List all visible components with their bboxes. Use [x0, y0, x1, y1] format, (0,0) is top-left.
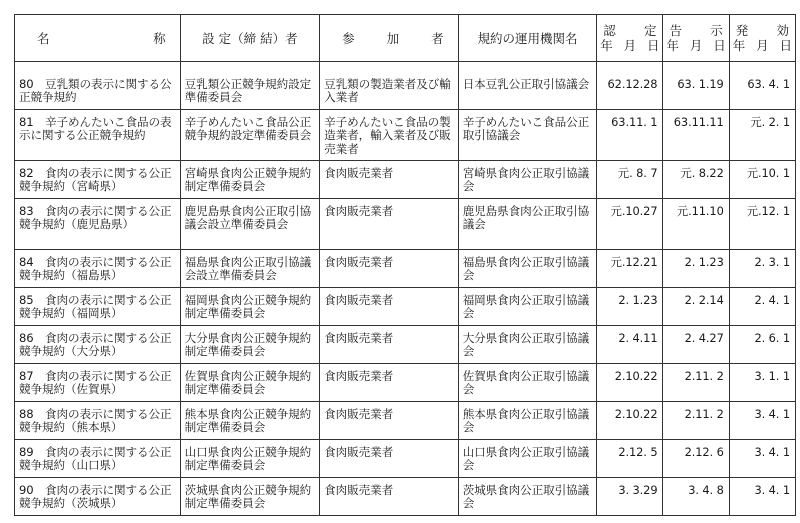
cell-effective: 2. 3. 1	[729, 250, 795, 288]
cell-notified: 2.11. 2	[663, 364, 729, 402]
header-organization: 規約の運用機関名	[458, 15, 597, 62]
cell-effective: 元. 2. 1	[729, 110, 795, 161]
cell-participant: 辛子めんたいこ食品の製造業者，輸入業者及び販売業者	[320, 110, 459, 161]
cell-notified: 63.11.11	[663, 110, 729, 161]
cell-organization: 山口県食肉公正取引協議会	[458, 440, 597, 478]
cell-notified: 2. 2.14	[663, 288, 729, 326]
table-row	[15, 402, 796, 440]
cell-organization: 福岡県食肉公正取引協議会	[458, 288, 597, 326]
table-row	[15, 199, 796, 250]
cell-organization: 大分県食肉公正取引協議会	[458, 326, 597, 364]
cell-establisher: 鹿児島県食肉公正取引協議会設立準備委員会	[180, 199, 320, 250]
cell-effective: 3. 4. 1	[729, 402, 795, 440]
cell-effective: 元.10. 1	[729, 161, 795, 199]
cell-establisher: 佐賀県食肉公正競争規約制定準備委員会	[180, 364, 320, 402]
cell-certified: 2. 1.23	[597, 288, 663, 326]
cell-establisher: 福島県食肉公正取引協議会設立準備委員会	[180, 250, 320, 288]
cell-certified: 2. 4.11	[597, 326, 663, 364]
cell-name: 81 辛子めんたいこ食品の表示に関する公正競争規約	[15, 110, 181, 161]
table-row	[15, 161, 796, 199]
cell-notified: 元.11.10	[663, 199, 729, 250]
cell-notified: 2. 4.27	[663, 326, 729, 364]
cell-certified: 元.10.27	[597, 199, 663, 250]
cell-participant: 食肉販売業者	[320, 161, 459, 199]
cell-notified: 2.11. 2	[663, 402, 729, 440]
cell-establisher: 茨城県食肉公正競争規約制定準備委員会	[180, 478, 320, 516]
table-header-row	[15, 15, 796, 62]
header-participant: 参 加 者	[320, 15, 459, 62]
cell-notified: 3. 4. 8	[663, 478, 729, 516]
regulations-table	[14, 14, 796, 516]
cell-effective: 3. 1. 1	[729, 364, 795, 402]
cell-organization: 福島県食肉公正取引協議会	[458, 250, 597, 288]
cell-participant: 食肉販売業者	[320, 402, 459, 440]
cell-participant: 食肉販売業者	[320, 250, 459, 288]
table-row	[15, 326, 796, 364]
cell-participant: 食肉販売業者	[320, 326, 459, 364]
header-date-notified: 告 示 年 月 日	[663, 15, 729, 62]
cell-participant: 食肉販売業者	[320, 440, 459, 478]
cell-organization: 日本豆乳公正取引協議会	[458, 62, 597, 110]
table-row	[15, 440, 796, 478]
cell-name: 88 食肉の表示に関する公正競争規約（熊本県）	[15, 402, 181, 440]
cell-name: 89 食肉の表示に関する公正競争規約（山口県）	[15, 440, 181, 478]
cell-organization: 佐賀県食肉公正取引協議会	[458, 364, 597, 402]
header-date-effective: 発 効 年 月 日	[729, 15, 795, 62]
table-row	[15, 288, 796, 326]
cell-certified: 3. 3.29	[597, 478, 663, 516]
cell-notified: 2.12. 6	[663, 440, 729, 478]
cell-organization: 宮崎県食肉公正取引協議会	[458, 161, 597, 199]
cell-effective: 元.12. 1	[729, 199, 795, 250]
cell-organization: 辛子めんたいこ食品公正取引協議会	[458, 110, 597, 161]
cell-establisher: 宮崎県食肉公正競争規約制定準備委員会	[180, 161, 320, 199]
cell-effective: 63. 4. 1	[729, 62, 795, 110]
cell-effective: 3. 4. 1	[729, 478, 795, 516]
cell-name: 80 豆乳類の表示に関する公正競争規約	[15, 62, 181, 110]
cell-notified: 63. 1.19	[663, 62, 729, 110]
cell-participant: 豆乳類の製造業者及び輸入業者	[320, 62, 459, 110]
cell-certified: 元. 8. 7	[597, 161, 663, 199]
cell-participant: 食肉販売業者	[320, 288, 459, 326]
header-date-certified: 認 定 年 月 日	[597, 15, 663, 62]
cell-establisher: 山口県食肉公正競争規約制定準備委員会	[180, 440, 320, 478]
cell-effective: 2. 4. 1	[729, 288, 795, 326]
cell-certified: 2.10.22	[597, 402, 663, 440]
cell-participant: 食肉販売業者	[320, 364, 459, 402]
cell-certified: 2.10.22	[597, 364, 663, 402]
table-row	[15, 62, 796, 110]
cell-organization: 熊本県食肉公正取引協議会	[458, 402, 597, 440]
cell-name: 83 食肉の表示に関する公正競争規約（鹿児島県）	[15, 199, 181, 250]
table-row	[15, 250, 796, 288]
cell-organization: 茨城県食肉公正取引協議会	[458, 478, 597, 516]
cell-name: 87 食肉の表示に関する公正競争規約（佐賀県）	[15, 364, 181, 402]
cell-notified: 2. 1.23	[663, 250, 729, 288]
cell-certified: 62.12.28	[597, 62, 663, 110]
cell-certified: 元.12.21	[597, 250, 663, 288]
table-row	[15, 478, 796, 516]
cell-certified: 2.12. 5	[597, 440, 663, 478]
cell-name: 85 食肉の表示に関する公正競争規約（福岡県）	[15, 288, 181, 326]
cell-establisher: 熊本県食肉公正競争規約制定準備委員会	[180, 402, 320, 440]
header-name: 名 称	[15, 15, 181, 62]
cell-establisher: 大分県食肉公正競争規約制定準備委員会	[180, 326, 320, 364]
cell-name: 84 食肉の表示に関する公正競争規約（福島県）	[15, 250, 181, 288]
cell-establisher: 辛子めんたいこ食品公正競争規約設定準備委員会	[180, 110, 320, 161]
cell-effective: 3. 4. 1	[729, 440, 795, 478]
cell-certified: 63.11. 1	[597, 110, 663, 161]
document-page	[14, 14, 796, 510]
cell-establisher: 豆乳類公正競争規約設定準備委員会	[180, 62, 320, 110]
cell-participant: 食肉販売業者	[320, 199, 459, 250]
cell-participant: 食肉販売業者	[320, 478, 459, 516]
cell-name: 82 食肉の表示に関する公正競争規約（宮崎県）	[15, 161, 181, 199]
table-row	[15, 364, 796, 402]
cell-name: 86 食肉の表示に関する公正競争規約（大分県）	[15, 326, 181, 364]
table-row	[15, 110, 796, 161]
cell-name: 90 食肉の表示に関する公正競争規約（茨城県）	[15, 478, 181, 516]
cell-organization: 鹿児島県食肉公正取引協議会	[458, 199, 597, 250]
cell-notified: 元. 8.22	[663, 161, 729, 199]
header-establisher: 設 定（締 結）者	[180, 15, 320, 62]
cell-effective: 2. 6. 1	[729, 326, 795, 364]
cell-establisher: 福岡県食肉公正競争規約制定準備委員会	[180, 288, 320, 326]
